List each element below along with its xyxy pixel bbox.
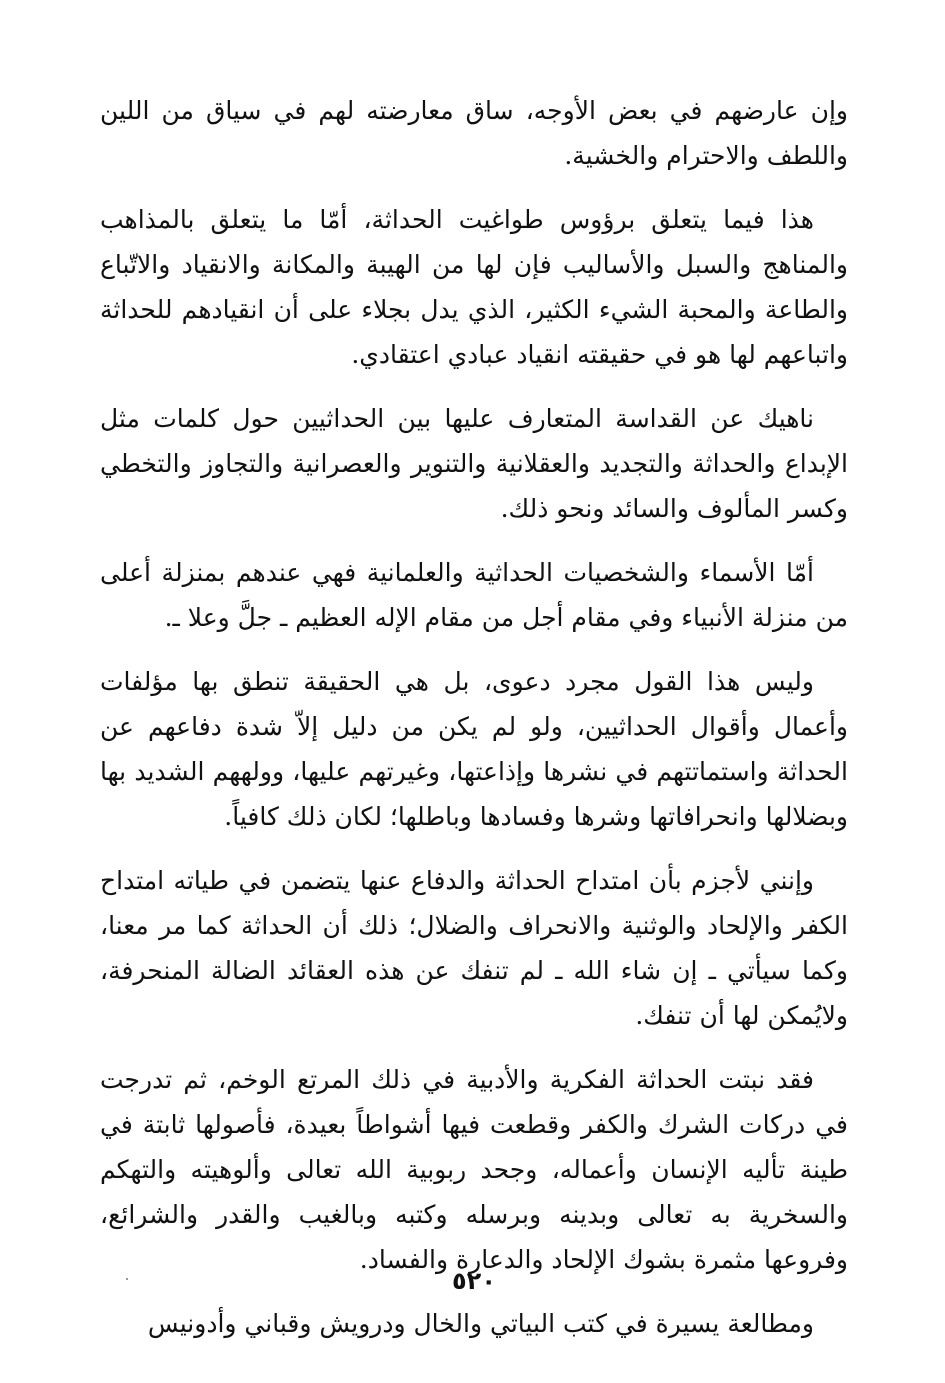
body-text <box>100 88 848 1346</box>
page-number: ٥٢٠ <box>452 1267 496 1295</box>
paragraph-5: وليس هذا القول مجرد دعوى، بل هي الحقيقة تنطق بها مؤلفات وأعمال وأقوال الحداثيين، ولو لم يكن من دليل إلاّ شدة دفاعهم عن الحداثة واستماتتهم في نشرها وإذاعتها، وغيرتهم عليها، وولههم الشديد بها وبضلالها وانحرافاتها وشرها وفسادها وباطلها؛ لكان ذلك كافياً. <box>100 667 848 831</box>
paragraph-3: ناهيك عن القداسة المتعارف عليها بين الحداثيين حول كلمات مثل الإبداع والحداثة والتجديد والعقلانية والتنوير والعصرانية والتجاوز والتخطي وكسر المألوف والسائد ونحو ذلك. <box>100 404 848 523</box>
scan-speck <box>126 1278 128 1280</box>
paragraph-1: وإن عارضهم في بعض الأوجه، ساق معارضته لهم في سياق من اللين واللطف والاحترام والخشية. <box>100 96 848 170</box>
paragraph-4: أمّا الأسماء والشخصيات الحداثية والعلمانية فهي عندهم بمنزلة أعلى من منزلة الأنبياء وفي مقام أجل من مقام الإله العظيم ـ جلَّ وعلا ـ. <box>100 558 848 632</box>
paragraph-2: هذا فيما يتعلق برؤوس طواغيت الحداثة، أمّا ما يتعلق بالمذاهب والمناهج والسبل والأساليب فإن لها من الهيبة والمكانة والانقياد والاتّباع والطاعة والمحبة الشيء الكثير، الذي يدل بجلاء على أن انقيادهم للحداثة واتباعهم لها هو في حقيقته انقياد عبادي اعتقادي. <box>100 205 848 369</box>
paragraph-8: ومطالعة يسيرة في كتب البياتي والخال ودرويش وقباني وأدونيس <box>147 1309 814 1338</box>
paragraph-7: فقد نبتت الحداثة الفكرية والأدبية في ذلك المرتع الوخم، ثم تدرجت في دركات الشرك والكفر وقطعت فيها أشواطاً بعيدة، فأصولها ثابتة في طينة تأليه الإنسان وأعماله، وجحد ربوبية الله تعالى وألوهيته والتهكم والسخرية به تعالى وبدينه وبرسله وكتبه وبالغيب والقدر والشرائع، وفروعها مثمرة بشوك الإلحاد والدعارة والفساد. <box>100 1065 848 1274</box>
paragraph-6: وإنني لأجزم بأن امتداح الحداثة والدفاع عنها يتضمن في طياته امتداح الكفر والإلحاد والوثنية والانحراف والضلال؛ ذلك أن الحداثة كما مر معنا، وكما سيأتي ـ إن شاء الله ـ لم تنفك عن هذه العقائد الضالة المنحرفة، ولايُمكن لها أن تنفك. <box>100 866 848 1030</box>
document-page <box>100 88 848 1368</box>
